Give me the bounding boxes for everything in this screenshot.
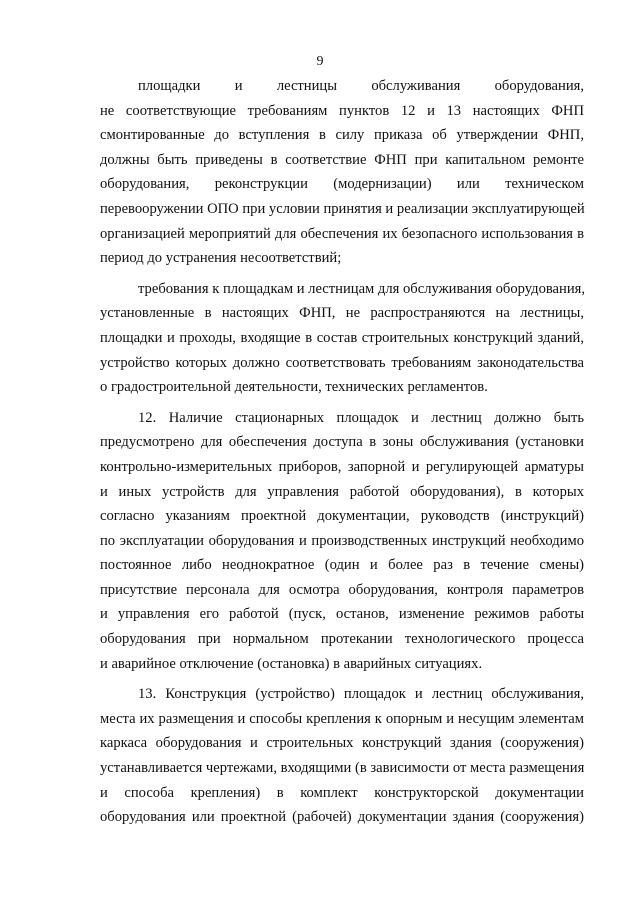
text-line: устанавливается чертежами, входящими (в зависимости от места размещения — [100, 760, 585, 777]
text-line: и аварийное отключение (остановка) в аварийных ситуациях. — [100, 655, 483, 672]
text-line: организацией мероприятий для обеспечения их безопасного использования в — [100, 225, 584, 242]
text-line: устройство которых должно соответствовать требованиям законодательства — [100, 354, 584, 371]
text-line: предусмотрено для обеспечения доступа в зоны обслуживания (установки — [100, 434, 584, 451]
text-line: согласно указаниям проектной документации, руководств (инструкций) — [100, 508, 584, 525]
text-line: места их размещения и способы крепления к опорным и несущим элементам — [100, 710, 584, 727]
text-line: требования к площадкам и лестницам для обслуживания оборудования, — [138, 280, 586, 297]
text-line: присутствие персонала для осмотра оборудования, контроля параметров — [100, 581, 584, 598]
text-line: о градостроительной деятельности, технических регламентов. — [100, 379, 488, 396]
text-line: и управления его работой (пуск, останов, изменение режимов работы — [100, 606, 584, 623]
document-body — [100, 74, 584, 830]
text-line: оборудования при нормальном протекании технологического процесса — [100, 631, 584, 648]
text-line: перевооружении ОПО при условии принятия и реализации эксплуатирующей — [100, 200, 585, 217]
text-line: контрольно-измерительных приборов, запорной и регулирующей арматуры — [100, 458, 584, 475]
text-line: площадки и лестницы обслуживания оборудования, — [138, 78, 584, 94]
text-line: 12. Наличие стационарных площадок и лестниц должно быть — [138, 409, 584, 426]
text-line: и способа крепления) в комплект конструкторской документации — [100, 784, 584, 801]
text-line: постоянное либо неоднократное (один и более раз в течение смены) — [100, 557, 584, 574]
page-number: 9 — [316, 54, 324, 69]
text-line: смонтированные до вступления в силу приказа об утверждении ФНП, — [100, 127, 584, 144]
text-line: 13. Конструкция (устройство) площадок и лестниц обслуживания, — [138, 686, 584, 703]
text-line: каркаса оборудования и строительных конструкций здания (сооружения) — [100, 735, 584, 752]
text-line: установленные в настоящих ФНП, не распространяются на лестницы, — [100, 305, 584, 322]
text-line: должны быть приведены в соответствие ФНП при капитальном ремонте — [100, 151, 584, 168]
text-line: не соответствующие требованиям пунктов 12 и 13 настоящих ФНП — [100, 102, 584, 119]
text-line: оборудования или проектной (рабочей) документации здания (сооружения) — [100, 809, 584, 826]
text-line: период до устранения несоответствий; — [100, 250, 342, 267]
text-line: по эксплуатации оборудования и производственных инструкций необходимо — [100, 532, 584, 549]
text-line: оборудования, реконструкции (модернизации) или техническом — [100, 176, 584, 193]
text-line: площадки и проходы, входящие в состав строительных конструкций зданий, — [100, 329, 584, 346]
text-line: и иных устройств для управления работой оборудования), в которых — [100, 483, 584, 500]
